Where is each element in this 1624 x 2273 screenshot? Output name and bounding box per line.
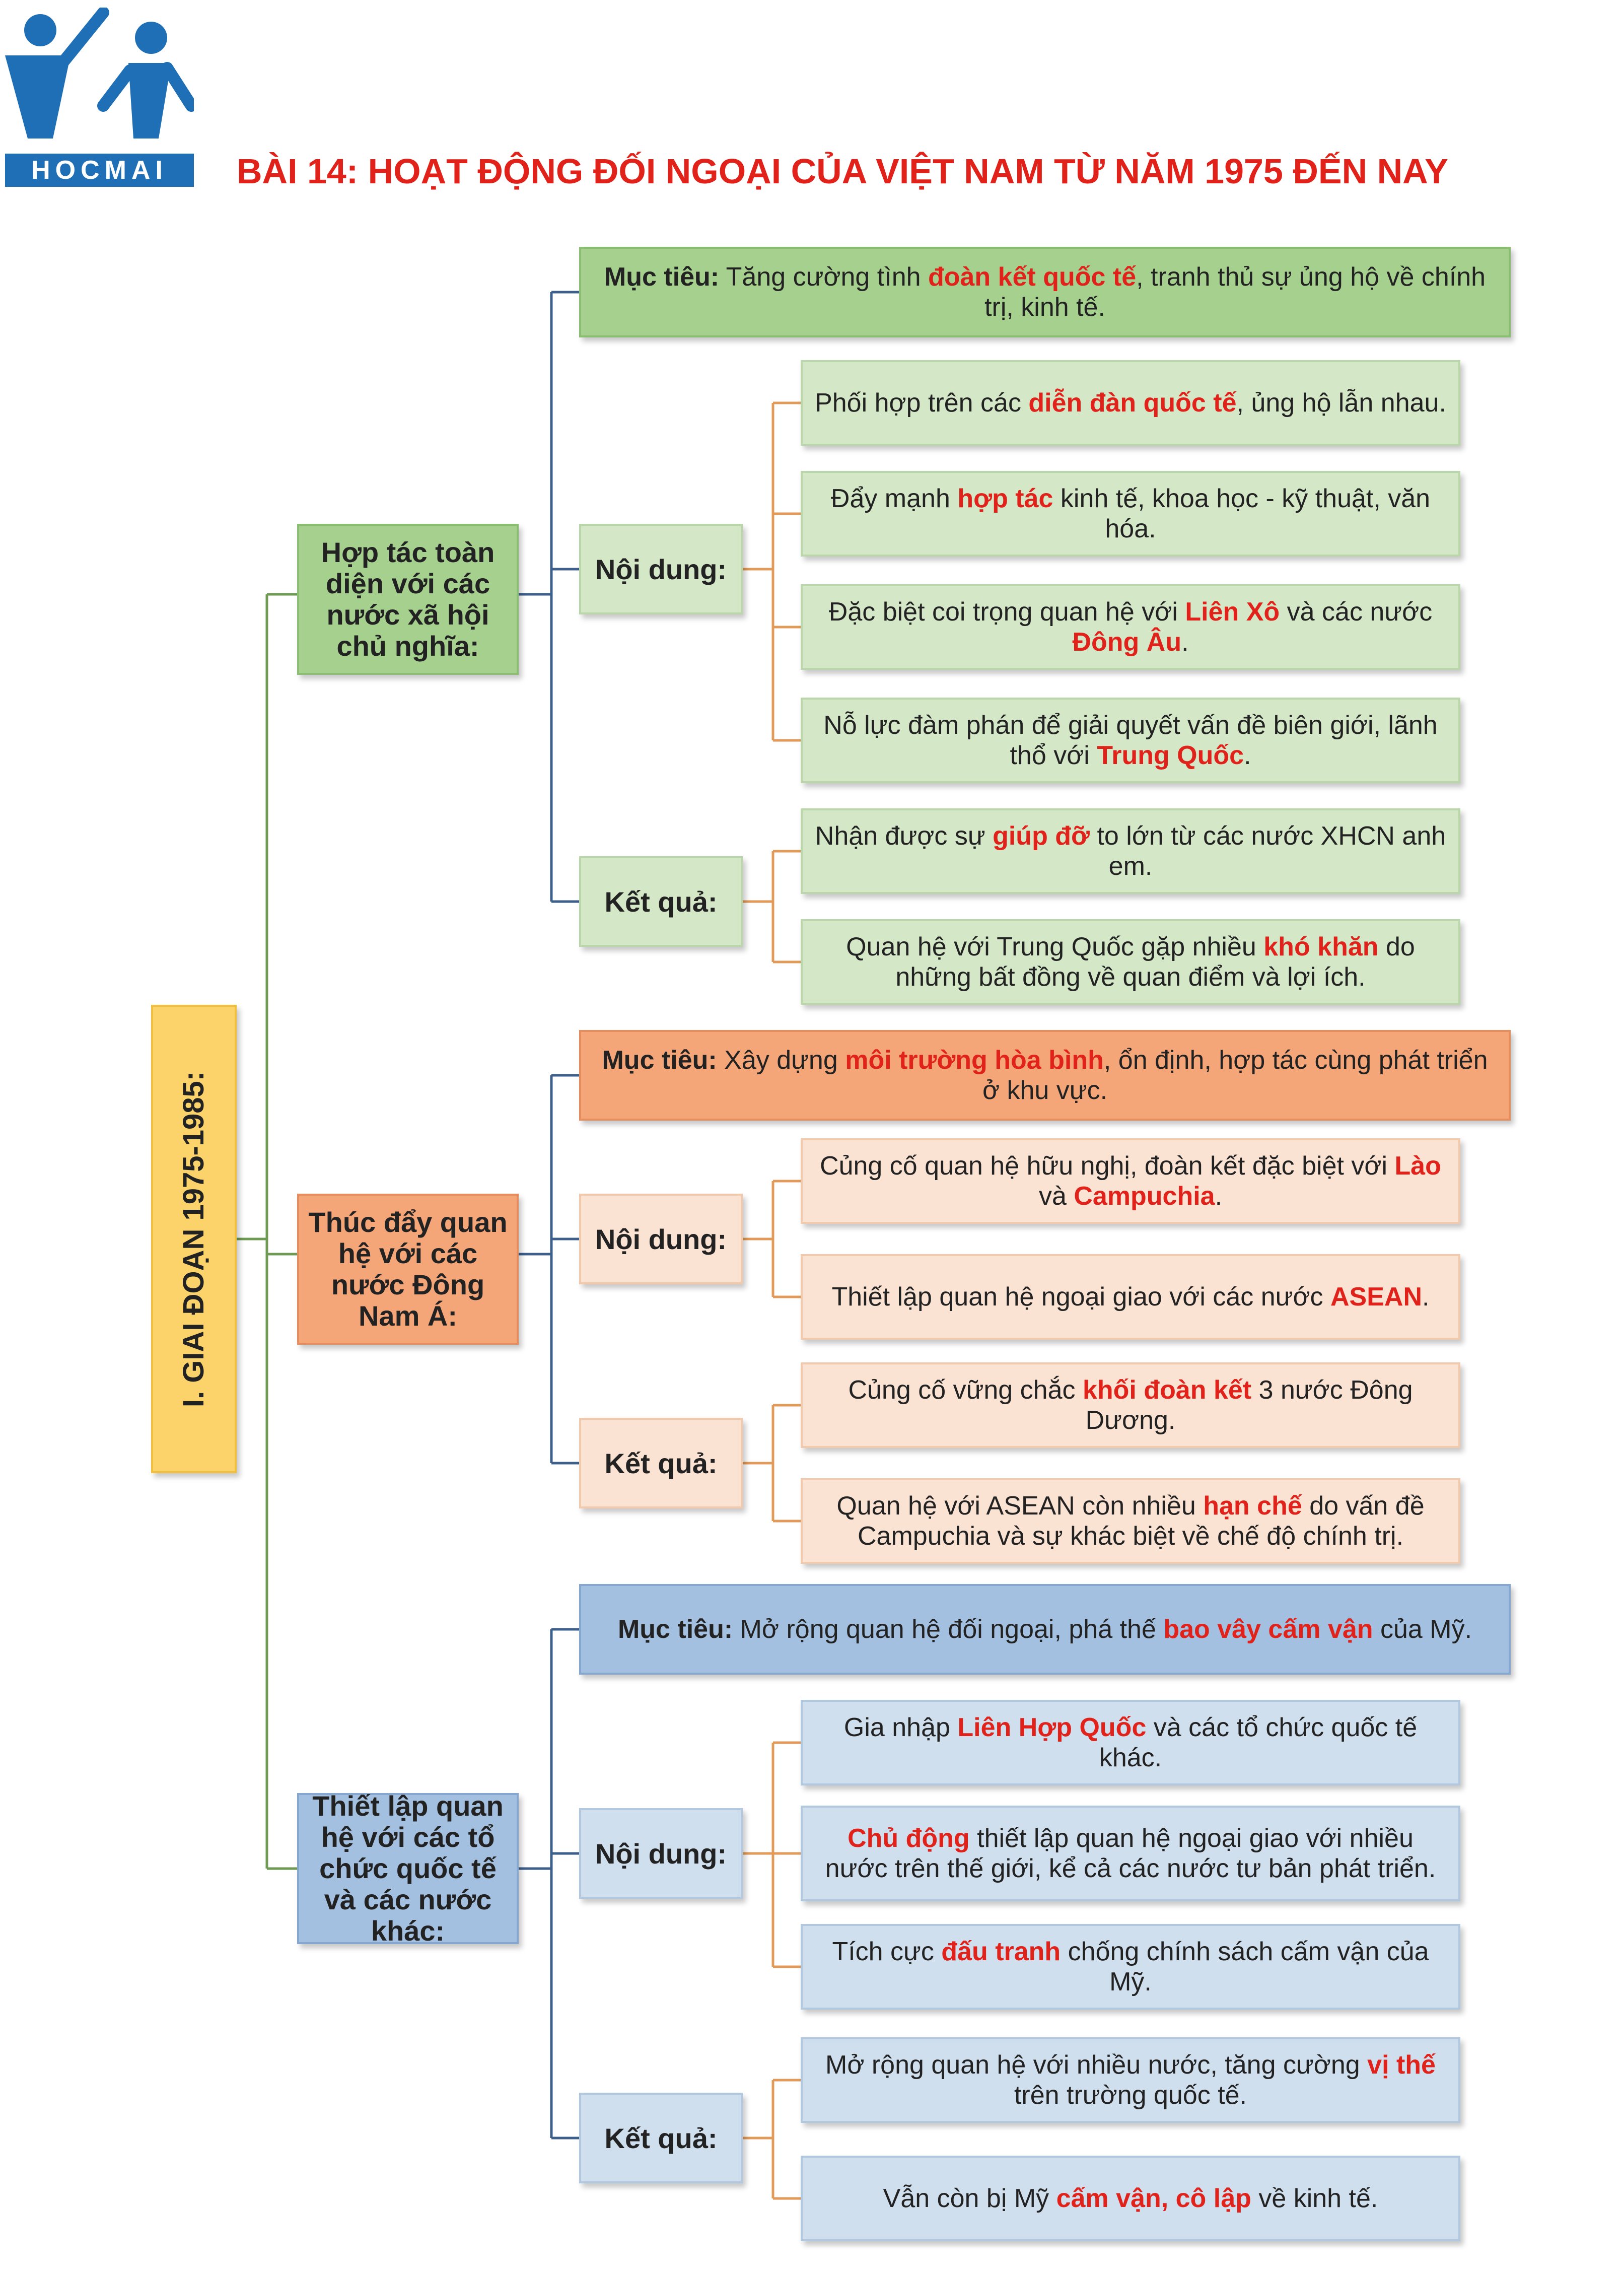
result-item: Vẫn còn bị Mỹ cấm vận, cô lập về kinh tế. xyxy=(801,2156,1460,2241)
goal-box-international: Mục tiêu: Mở rộng quan hệ đối ngoại, phá thế bao vây cấm vận của Mỹ. xyxy=(579,1584,1511,1675)
result-item: Củng cố vững chắc khối đoàn kết 3 nước Đông Dương. xyxy=(801,1362,1460,1448)
phase-box xyxy=(151,1005,237,1473)
content-label-box: Nội dung: xyxy=(579,524,743,614)
content-label-box: Nội dung: xyxy=(579,1194,743,1284)
logo-text: HOCMAI xyxy=(5,154,194,187)
logo-figures-icon xyxy=(5,8,194,149)
content-label-box: Nội dung: xyxy=(579,1808,743,1899)
goal-label: Mục tiêu: xyxy=(604,262,720,292)
content-item: Đặc biệt coi trọng quan hệ với Liên Xô và các nước Đông Âu. xyxy=(801,584,1460,670)
goal-label: Mục tiêu: xyxy=(617,1615,733,1644)
hocmai-logo xyxy=(5,8,194,189)
content-item: Gia nhập Liên Hợp Quốc và các tổ chức quốc tế khác. xyxy=(801,1700,1460,1785)
category-box-southeast-asia: Thúc đẩy quan hệ với các nước Đông Nam Á: xyxy=(297,1194,519,1345)
category-box-socialist: Hợp tác toàn diện với các nước xã hội chủ nghĩa: xyxy=(297,524,519,675)
content-item: Thiết lập quan hệ ngoại giao với các nước ASEAN. xyxy=(801,1254,1460,1340)
result-label-box: Kết quả: xyxy=(579,1418,743,1508)
goal-box-socialist: Mục tiêu: Tăng cường tình đoàn kết quốc tế, tranh thủ sự ủng hộ về chính trị, kinh tế. xyxy=(579,247,1511,337)
content-item: Củng cố quan hệ hữu nghị, đoàn kết đặc biệt với Lào và Campuchia. xyxy=(801,1138,1460,1224)
result-label-box: Kết quả: xyxy=(579,2093,743,2183)
page-title: BÀI 14: HOẠT ĐỘNG ĐỐI NGOẠI CỦA VIỆT NAM TỪ NĂM 1975 ĐẾN NAY xyxy=(237,152,1448,191)
category-box-international: Thiết lập quan hệ với các tổ chức quốc tế và các nước khác: xyxy=(297,1793,519,1944)
content-item: Tích cực đấu tranh chống chính sách cấm vận của Mỹ. xyxy=(801,1924,1460,2010)
goal-box-southeast-asia: Mục tiêu: Xây dựng môi trường hòa bình, ổn định, hợp tác cùng phát triển ở khu vực. xyxy=(579,1030,1511,1121)
result-item: Nhận được sự giúp đỡ to lớn từ các nước XHCN anh em. xyxy=(801,808,1460,894)
result-item: Quan hệ với ASEAN còn nhiều hạn chế do vấn đề Campuchia và sự khác biệt về chế độ chính trị. xyxy=(801,1478,1460,1564)
result-label-box: Kết quả: xyxy=(579,856,743,947)
phase-label: I. GIAI ĐOẠN 1975-1985: xyxy=(177,1071,210,1407)
goal-label: Mục tiêu: xyxy=(602,1046,717,1075)
content-item: Đẩy mạnh hợp tác kinh tế, khoa học - kỹ thuật, văn hóa. xyxy=(801,471,1460,557)
content-item: Chủ động thiết lập quan hệ ngoại giao với nhiều nước trên thế giới, kể cả các nước tư bản phát triển. xyxy=(801,1806,1460,1901)
result-item: Quan hệ với Trung Quốc gặp nhiều khó khăn do những bất đồng về quan điểm và lợi ích. xyxy=(801,919,1460,1005)
content-item: Phối hợp trên các diễn đàn quốc tế, ủng hộ lẫn nhau. xyxy=(801,360,1460,446)
content-item: Nỗ lực đàm phán để giải quyết vấn đề biên giới, lãnh thổ với Trung Quốc. xyxy=(801,698,1460,783)
result-item: Mở rộng quan hệ với nhiều nước, tăng cường vị thế trên trường quốc tế. xyxy=(801,2037,1460,2123)
